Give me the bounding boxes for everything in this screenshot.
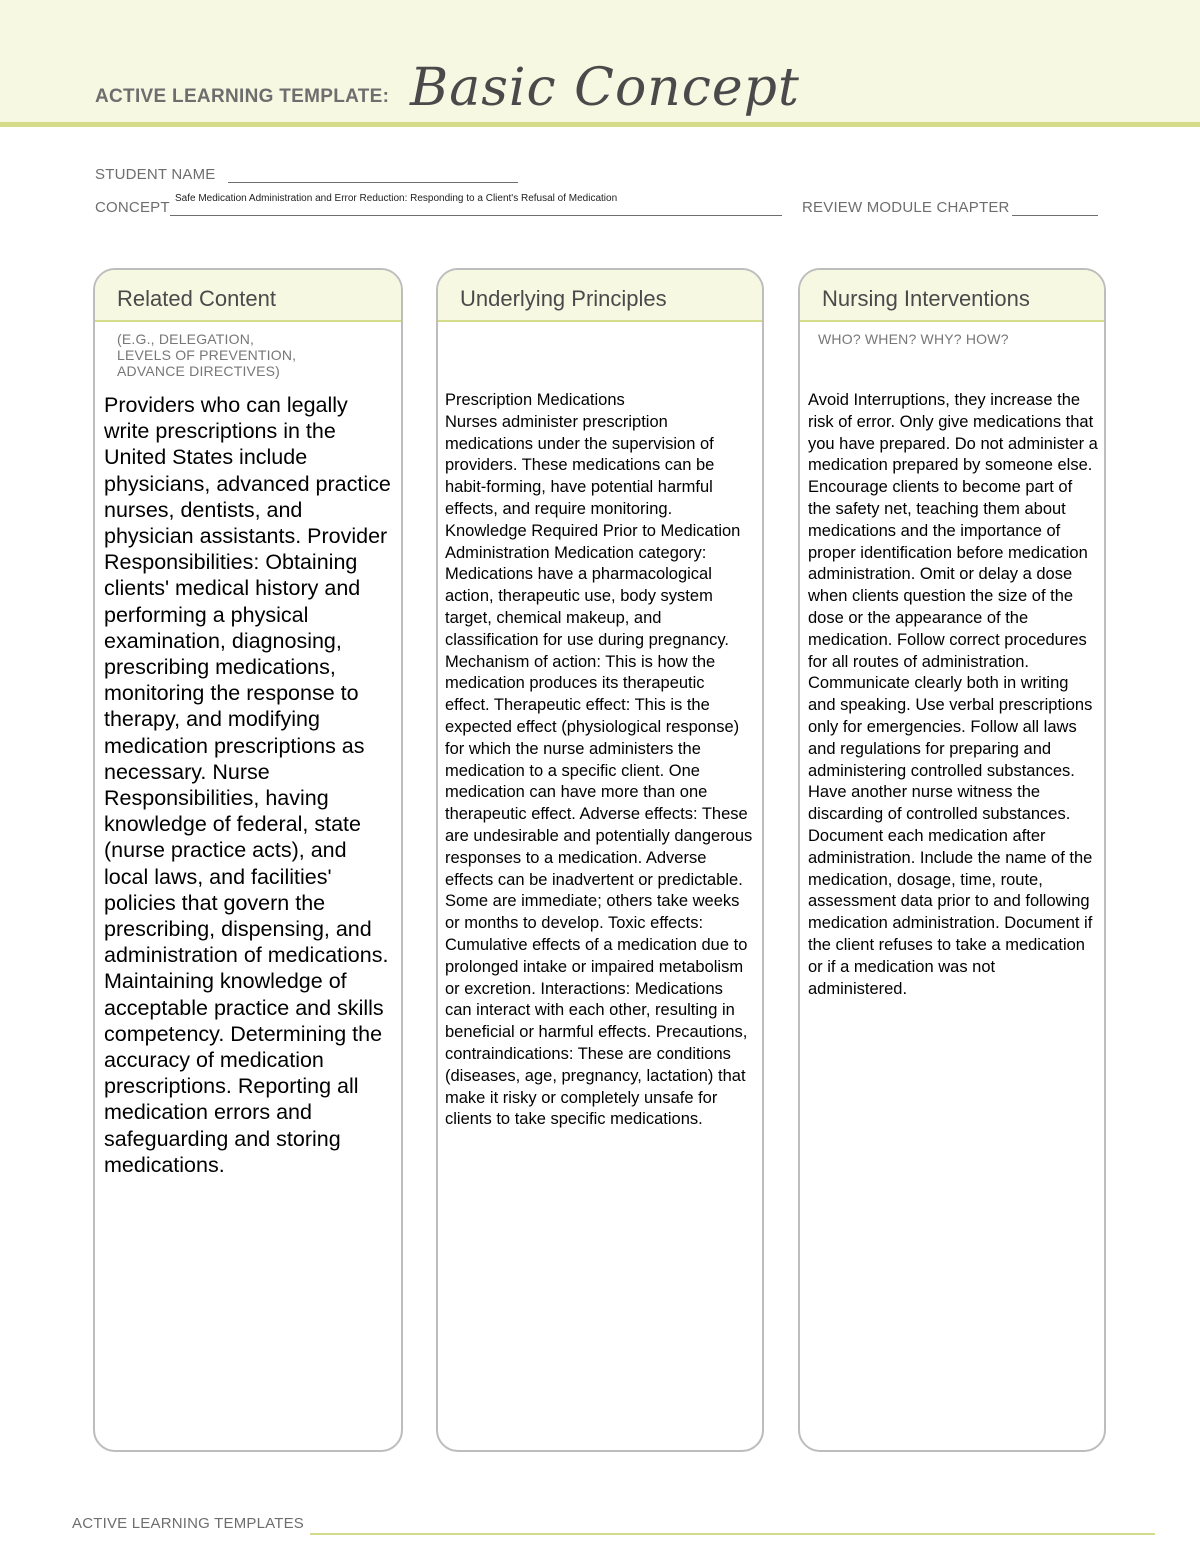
underlying-principles-panel [436, 268, 764, 1452]
underlying-principles-title: Underlying Principles [438, 270, 762, 322]
nursing-interventions-subtitle: WHO? WHEN? WHY? HOW? [818, 331, 1009, 347]
page-title: Basic Concept [410, 58, 800, 118]
nursing-interventions-body[interactable]: Avoid Interruptions, they increase the risk of error. Only give medications that you have prepared. Do not administer a medication prepared by someone else. Encourage clients to become part of the safety net, teaching them about medications and the importance of proper identification before medication administration. Omit or delay a dose when clients question the size of the dose or the appearance of the medication. Follow correct procedures for all routes of administration. Communicate clearly both in writing and speaking. Use verbal prescriptions only for emergencies. Follow all laws and regulations for preparing and administering controlled substances. Have another nurse witness the discarding of controlled substances. Document each medication after administration. Include the name of the medication, dosage, time, route, assessment data prior to and following medication administration. Document if the client refuses to take a medication or if a medication was not administered. [808, 391, 1098, 998]
concept-field[interactable] [170, 215, 782, 216]
footer-label: ACTIVE LEARNING TEMPLATES [72, 1515, 304, 1532]
related-content-body[interactable]: Providers who can legally write prescriptions in the United States include physicians, advanced practice nurses, dentists, and physician assistants. Provider Responsibilities: Obtaining clients' medical history and performing a physical examination, diagnosing, prescribing medications, monitoring the response to therapy, and modifying medication prescriptions as necessary. Nurse Responsibilities, having knowledge of federal, state (nurse practice acts), and local laws, and facilities' policies that govern the prescribing, dispensing, and administration of medications. Maintaining knowledge of acceptable practice and skills competency. Determining the accuracy of medication prescriptions. Reporting all medication errors and safeguarding and storing medications. [104, 393, 391, 1177]
related-content-subtitle: (E.G., DELEGATION, LEVELS OF PREVENTION, ADVANCE DIRECTIVES) [117, 331, 297, 379]
concept-label: CONCEPT [95, 199, 170, 216]
related-content-panel [93, 268, 403, 1452]
related-content-title: Related Content [95, 270, 401, 322]
student-name-label: STUDENT NAME [95, 166, 216, 183]
review-module-field[interactable] [1012, 215, 1098, 216]
header-divider [0, 122, 1200, 127]
footer-divider [310, 1533, 1155, 1535]
review-module-label: REVIEW MODULE CHAPTER [802, 199, 1010, 216]
student-name-field[interactable] [228, 182, 518, 183]
concept-value: Safe Medication Administration and Error Reduction: Responding to a Client's Refusal of Medication [175, 193, 618, 204]
nursing-interventions-title: Nursing Interventions [800, 270, 1104, 322]
template-label: ACTIVE LEARNING TEMPLATE: [95, 86, 390, 107]
nursing-interventions-panel [798, 268, 1106, 1452]
underlying-principles-body[interactable]: Prescription Medications Nurses administer prescription medications under the supervision of providers. These medications can be habit-forming, have potential harmful effects, and require monitoring. Knowledge Required Prior to Medication Administration Medication category: Medications have a pharmacological action, therapeutic use, body system target, chemical makeup, and classification for use during pregnancy. Mechanism of action: This is how the medication produces its therapeutic effect. Therapeutic effect: This is the expected effect (physiological response) for which the nurse administers the medication to a specific client. One medication can have more than one therapeutic effect. Adverse effects: These are undesirable and potentially dangerous responses to a medication. Adverse effects can be inadvertent or predictable. Some are immediate; others take weeks or months to develop. Toxic effects: Cumulative effects of a medication due to prolonged intake or impaired metabolism or excretion. Interactions: Medications can interact with each other, resulting in beneficial or harmful effects. Precautions, contraindications: These are conditions (diseases, age, pregnancy, lactation) that make it risky or completely unsafe for clients to take specific medications. [445, 391, 753, 1129]
